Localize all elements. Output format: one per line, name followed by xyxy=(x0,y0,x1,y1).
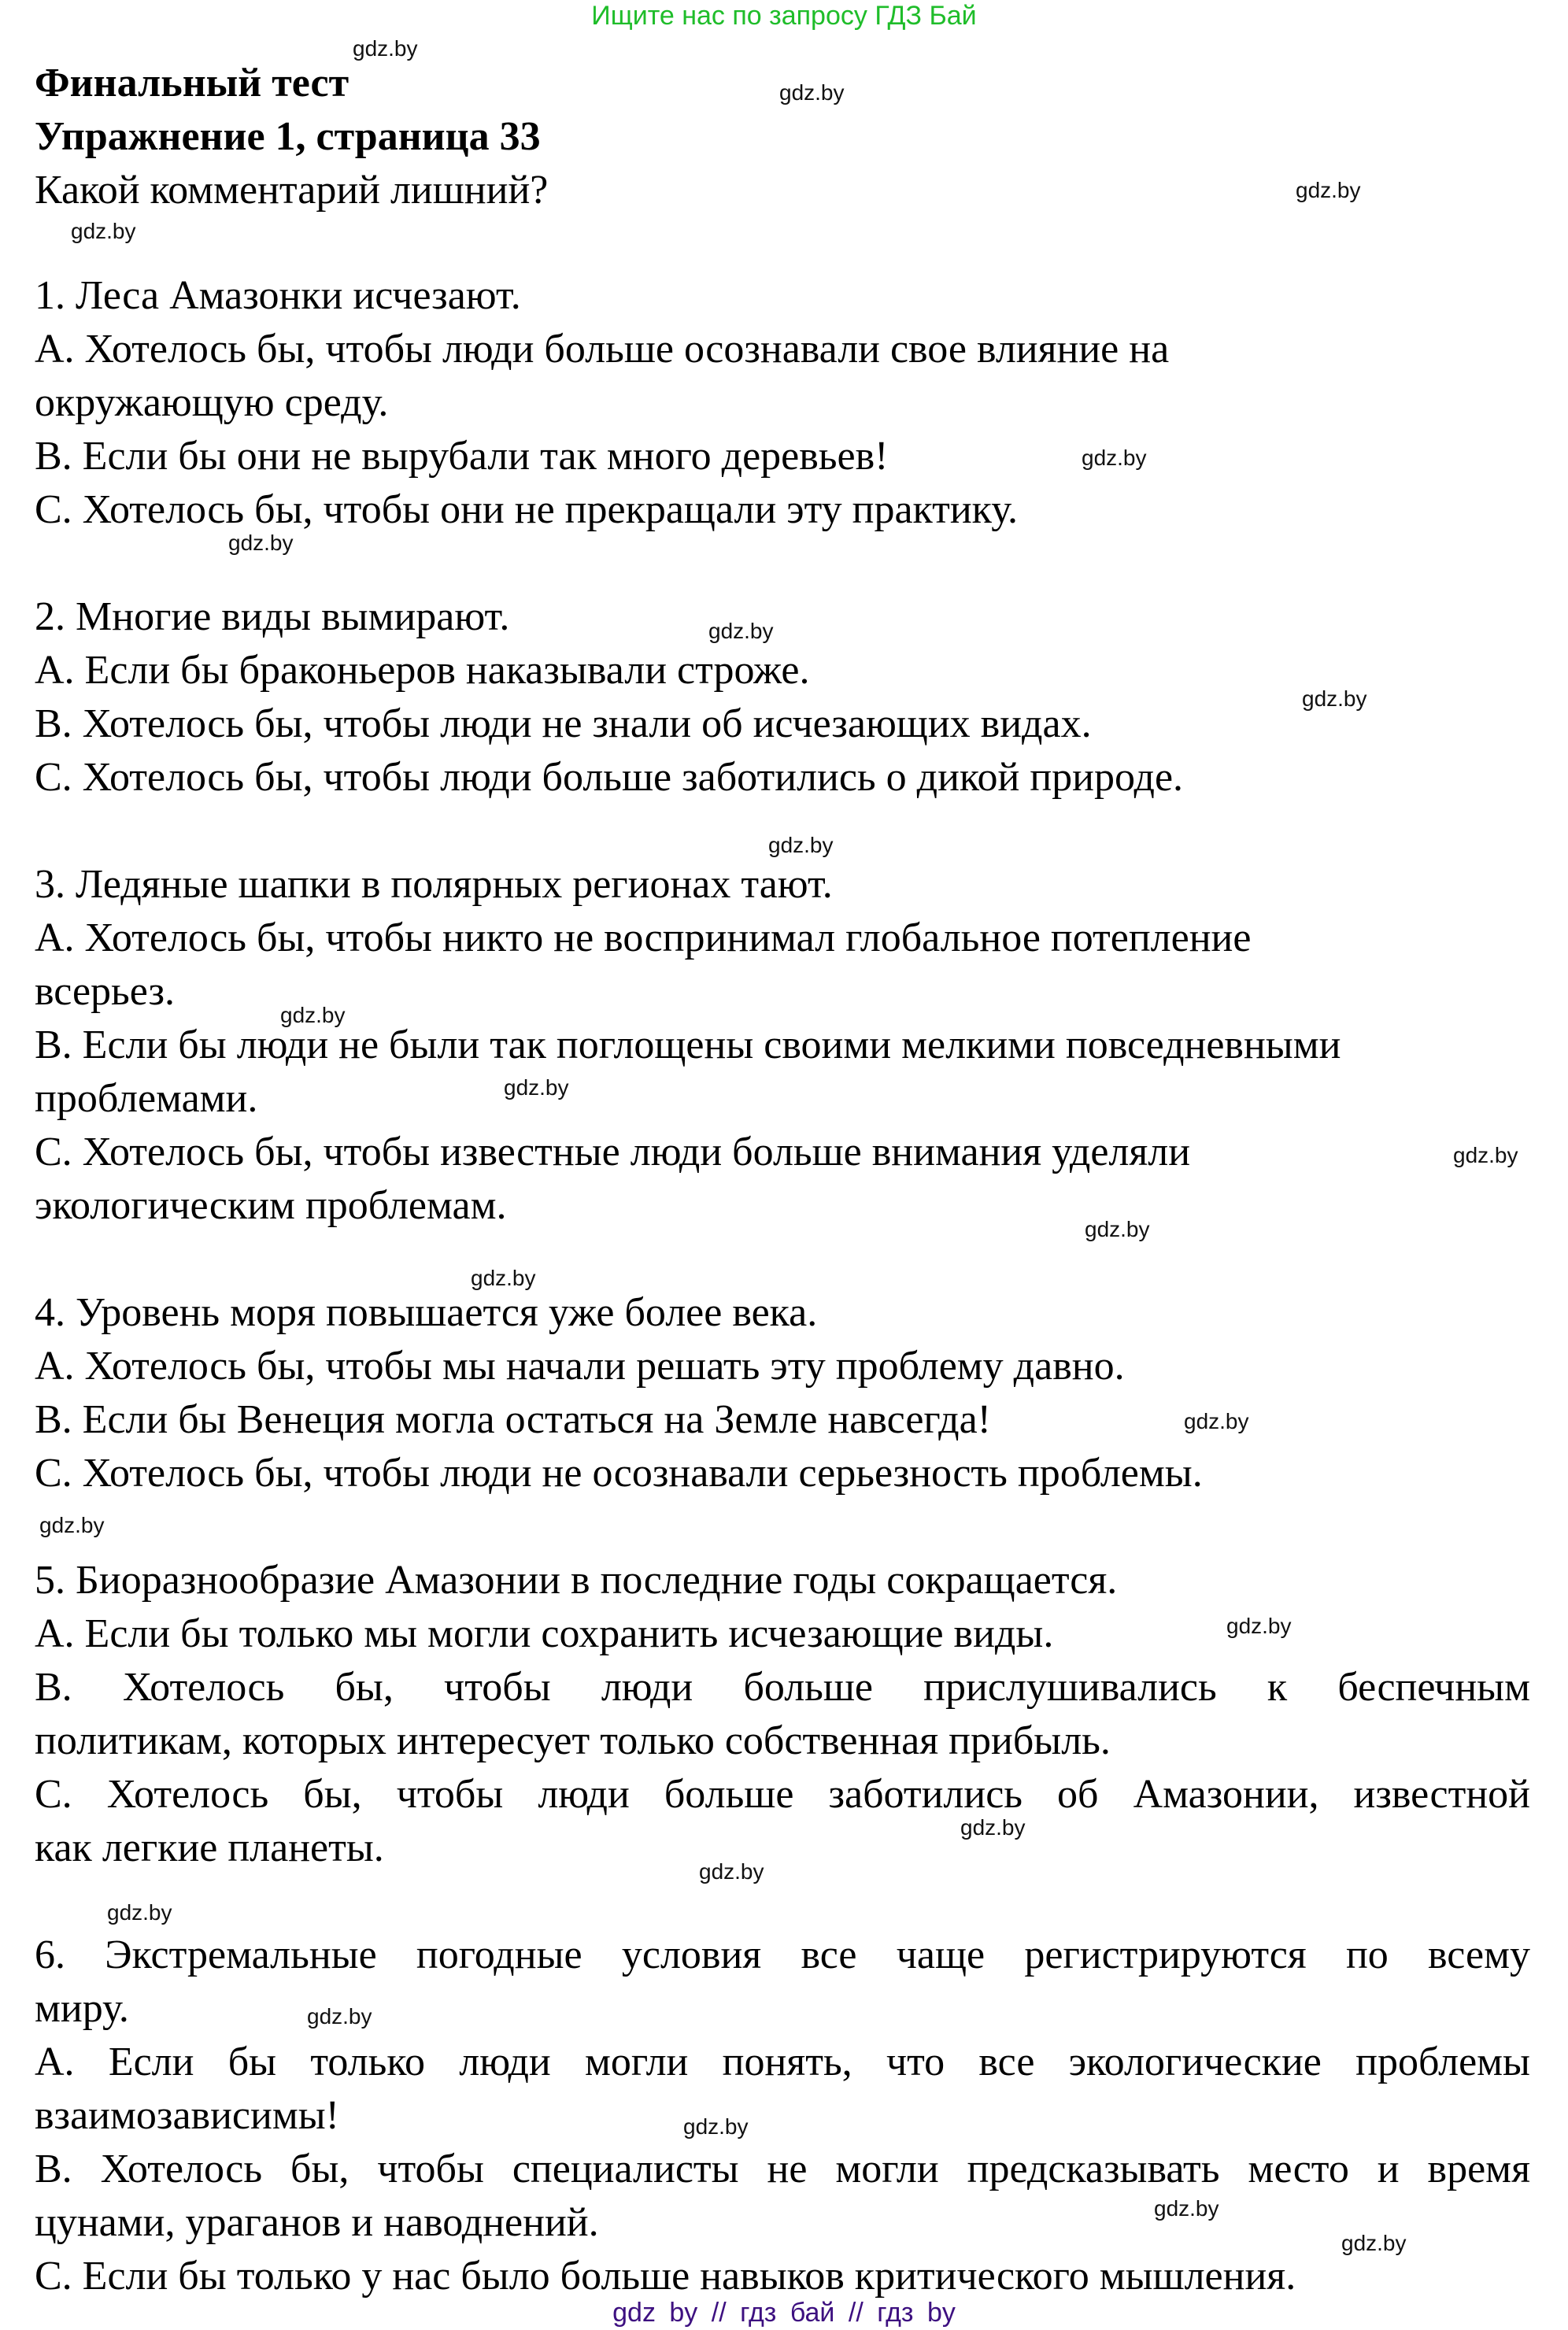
answer-line: миру. xyxy=(35,1986,129,2031)
answer-line: проблемами. xyxy=(35,1076,258,1121)
answer-line: С. Хотелось бы, чтобы они не прекращали эту практику. xyxy=(35,487,1018,532)
page-title: Финальный тест xyxy=(35,61,349,105)
answer-line: С. Хотелось бы, чтобы люди больше заботились о дикой природе. xyxy=(35,755,1184,800)
answer-line: всерьез. xyxy=(35,969,176,1014)
watermark: gdz.by xyxy=(504,1075,569,1100)
watermark: gdz.by xyxy=(708,619,774,643)
answer-line: С. Хотелось бы, чтобы люди не осознавали серьезность проблемы. xyxy=(35,1451,1203,1496)
watermark: gdz.by xyxy=(1453,1143,1518,1167)
watermark: gdz.by xyxy=(699,1859,764,1884)
watermark: gdz.by xyxy=(1296,178,1361,202)
answer-line: В. Хотелось бы, чтобы люди не знали об исчезающих видах. xyxy=(35,701,1092,746)
answer-line: цунами, ураганов и наводнений. xyxy=(35,2200,599,2245)
answer-line: А. Если бы только мы могли сохранить исчезающие виды. xyxy=(35,1611,1054,1656)
watermark: gdz.by xyxy=(1302,686,1367,711)
watermark: gdz.by xyxy=(1184,1409,1249,1433)
watermark: gdz.by xyxy=(1085,1217,1150,1241)
watermark: gdz.by xyxy=(39,1513,105,1537)
answer-line: окружающую среду. xyxy=(35,380,389,425)
answer-line: А. Хотелось бы, чтобы никто не воспринимал глобальное потепление xyxy=(35,915,1252,960)
answer-line: А. Хотелось бы, чтобы люди больше осознавали свое влияние на xyxy=(35,327,1170,372)
answer-line: С. Если бы только у нас было больше навыков критического мышления. xyxy=(35,2254,1296,2299)
watermark: gdz.by xyxy=(280,1003,346,1027)
answer-line: как легкие планеты. xyxy=(35,1825,384,1870)
watermark: gdz.by xyxy=(683,2114,749,2139)
answer-line: В. Если бы люди не были так поглощены своими мелкими повседневными xyxy=(35,1023,1341,1067)
item-prompt: 1. Леса Амазонки исчезают. xyxy=(35,273,521,318)
watermark: gdz.by xyxy=(228,531,294,555)
answer-line: С. Хотелось бы, чтобы известные люди больше внимания уделяли xyxy=(35,1130,1191,1174)
answer-line: В. Если бы Венеция могла остаться на Земле навсегда! xyxy=(35,1397,991,1442)
answer-line: С. Хотелось бы, чтобы люди больше заботились об Амазонии, известной xyxy=(35,1772,1530,1817)
item-prompt: 2. Многие виды вымирают. xyxy=(35,594,510,639)
watermark: gdz.by xyxy=(471,1266,536,1290)
answer-line: В. Хотелось бы, чтобы люди больше прислушивались к беспечным xyxy=(35,1665,1530,1710)
answer-line: А. Если бы браконьеров наказывали строже. xyxy=(35,648,810,693)
watermark: gdz.by xyxy=(779,80,845,105)
watermark: gdz.by xyxy=(71,219,136,243)
watermark: gdz.by xyxy=(1226,1614,1292,1638)
answer-line: В. Если бы они не вырубали так много деревьев! xyxy=(35,434,889,479)
watermark: gdz.by xyxy=(353,36,418,61)
question-text: Какой комментарий лишний? xyxy=(35,168,549,213)
watermark: gdz.by xyxy=(1082,446,1147,470)
watermark: gdz.by xyxy=(307,2004,372,2029)
item-prompt: 4. Уровень моря повышается уже более века. xyxy=(35,1290,818,1335)
answer-line: А. Хотелось бы, чтобы мы начали решать эту проблему давно. xyxy=(35,1344,1125,1389)
answer-line: взаимозависимы! xyxy=(35,2093,339,2138)
item-prompt: 6. Экстремальные погодные условия все чаще регистрируются по всему xyxy=(35,1932,1530,1977)
answer-line: А. Если бы только люди могли понять, что все экологические проблемы xyxy=(35,2040,1530,2084)
item-prompt: 3. Ледяные шапки в полярных регионах тают. xyxy=(35,862,833,907)
exercise-subtitle: Упражнение 1, страница 33 xyxy=(35,114,541,159)
answer-line: В. Хотелось бы, чтобы специалисты не могли предсказывать место и время xyxy=(35,2147,1530,2191)
watermark: gdz.by xyxy=(1154,2196,1219,2221)
item-prompt: 5. Биоразнообразие Амазонии в последние годы сокращается. xyxy=(35,1558,1118,1603)
watermark: gdz.by xyxy=(960,1815,1026,1840)
answer-line: экологическим проблемам. xyxy=(35,1183,507,1228)
footer-links: gdz by // гдз бай // гдз by xyxy=(612,2298,956,2328)
watermark: gdz.by xyxy=(1341,2231,1407,2255)
watermark: gdz.by xyxy=(107,1900,172,1925)
answer-line: политикам, которых интересует только собственная прибыль. xyxy=(35,1718,1111,1763)
search-banner: Ищите нас по запросу ГДЗ Бай xyxy=(591,1,977,31)
watermark: gdz.by xyxy=(768,833,834,857)
